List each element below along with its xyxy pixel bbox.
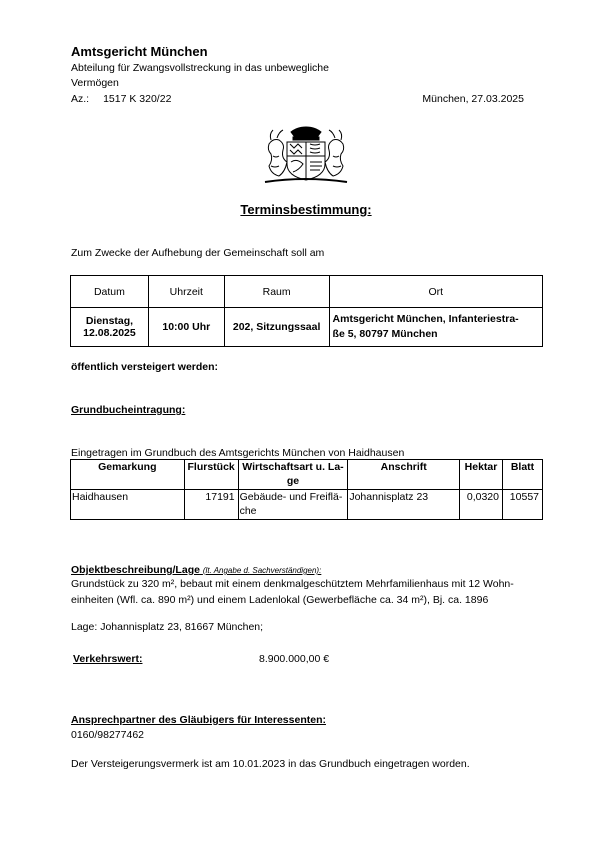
land-register-table xyxy=(70,459,543,520)
header-gemarkung: Gemarkung xyxy=(71,460,185,490)
case-number-value: 1517 K 320/22 xyxy=(103,93,172,105)
court-name: Amtsgericht München xyxy=(71,44,208,59)
place-date: München, 27.03.2025 xyxy=(422,93,524,105)
table-row xyxy=(71,490,543,520)
header-ort: Ort xyxy=(329,276,542,308)
case-number xyxy=(71,93,171,105)
contact-heading: Ansprechpartner des Gläubigers für Interessenten: xyxy=(71,714,326,726)
object-location: Lage: Johannisplatz 23, 81667 München; xyxy=(71,621,264,633)
auction-note: Der Versteigerungsvermerk ist am 10.01.2023 in das Grundbuch eingetragen worden. xyxy=(71,758,470,770)
department-line-1: Abteilung für Zwangsvollstreckung in das unbewegliche xyxy=(71,62,329,74)
object-note: (lt. Angabe d. Sachverständigen): xyxy=(202,566,322,575)
header-datum: Datum xyxy=(71,276,149,308)
page-title: Terminsbestimmung: xyxy=(240,202,372,217)
header-uhrzeit: Uhrzeit xyxy=(148,276,224,308)
appointment-time: 10:00 Uhr xyxy=(148,308,224,347)
market-value-label: Verkehrswert: xyxy=(73,653,143,665)
header-blatt: Blatt xyxy=(503,460,543,490)
land-register-intro: Eingetragen im Grundbuch des Amtsgerichts München von Haidhausen xyxy=(71,447,405,459)
case-number-label: Az.: xyxy=(71,93,90,105)
bavarian-coat-of-arms-icon xyxy=(263,126,349,184)
header-anschrift: Anschrift xyxy=(348,460,460,490)
object-description-line-1: Grundstück zu 320 m², bebaut mit einem denkmalgeschütztem Mehrfamilienhaus mit 12 Wohn- xyxy=(71,578,514,590)
appointment-place: Amtsgericht München, Infanteriestra- ße 5, 80797 München xyxy=(329,308,542,347)
land-register-heading: Grundbucheintragung: xyxy=(71,404,186,416)
contact-phone: 0160/98277462 xyxy=(71,729,144,741)
header-raum: Raum xyxy=(224,276,329,308)
cell-gemarkung: Haidhausen xyxy=(71,490,185,520)
intro-text: Zum Zwecke der Aufhebung der Gemeinschaft soll am xyxy=(71,247,325,259)
cell-blatt: 10557 xyxy=(503,490,543,520)
market-value: 8.900.000,00 € xyxy=(259,653,330,665)
appointment-table xyxy=(70,275,543,347)
appointment-date: Dienstag, 12.08.2025 xyxy=(71,308,149,347)
cell-hektar: 0,0320 xyxy=(460,490,503,520)
header-wirtschaftsart: Wirtschaftsart u. La- ge xyxy=(238,460,348,490)
header-flurstueck: Flurstück xyxy=(184,460,238,490)
cell-anschrift: Johannisplatz 23 xyxy=(348,490,460,520)
auction-phrase: öffentlich versteigert werden: xyxy=(71,361,219,373)
object-heading: Objektbeschreibung/Lage (lt. Angabe d. Sachverständigen): xyxy=(71,564,322,576)
appointment-room: 202, Sitzungssaal xyxy=(224,308,329,347)
department-line-2: Vermögen xyxy=(71,77,119,89)
cell-wirtschaftsart: Gebäude- und Freiflä- che xyxy=(238,490,348,520)
header-hektar: Hektar xyxy=(460,460,503,490)
object-description-line-2: einheiten (Wfl. ca. 890 m²) und einem Ladenlokal (Gewerbefläche ca. 34 m²), Bj. ca. 1896 xyxy=(71,594,489,606)
cell-flurstueck: 17191 xyxy=(184,490,238,520)
